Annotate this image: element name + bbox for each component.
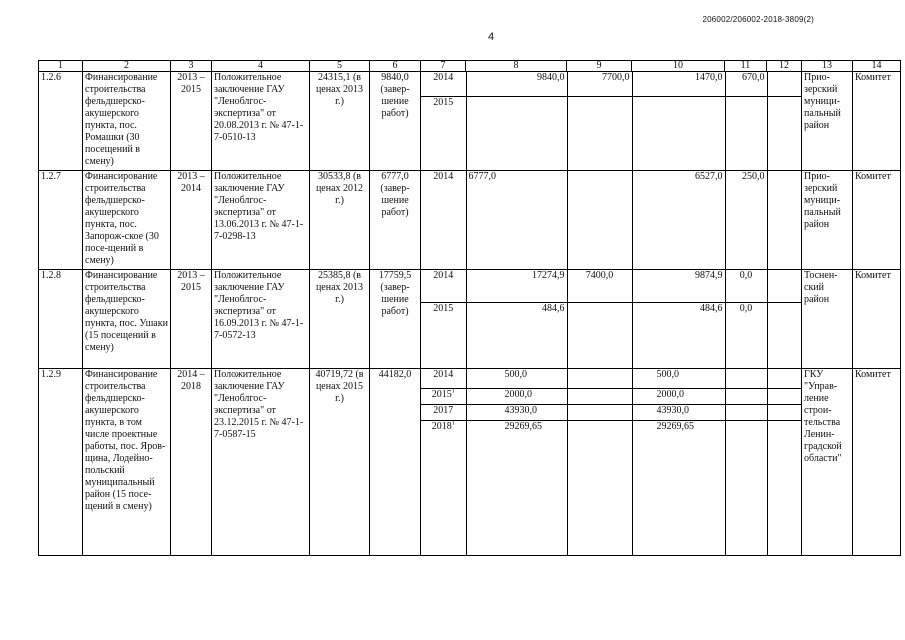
funding-other — [767, 369, 802, 388]
funding-total: 9840,0 — [466, 72, 567, 96]
column-number: 10 — [632, 61, 725, 72]
funding-other — [767, 171, 802, 269]
document-reference: 206002/206002-2018-3809(2) — [702, 15, 814, 24]
column-number: 14 — [853, 61, 901, 72]
funding-local: 250,0 — [725, 171, 767, 269]
funding-local: 0,0 — [725, 302, 767, 368]
column-number: 7 — [421, 61, 466, 72]
funding-regional: 9874,9 — [632, 270, 725, 302]
funding-other — [767, 404, 802, 420]
recipient: Прио-зерский муници-пальный район — [802, 171, 853, 270]
funding-regional: 484,6 — [632, 302, 725, 368]
funding-other — [767, 270, 802, 302]
funding-years — [421, 270, 802, 369]
estimated-cost: 24315,1 (в ценах 2013 г.) — [310, 72, 370, 171]
funding-other — [767, 420, 802, 555]
column-number: 5 — [310, 61, 370, 72]
expert-conclusion: Положительное заключение ГАУ "Леноблгос-экспертиза" от 23.12.2015 г. № 47-1-7-0587-15 — [212, 369, 310, 556]
footnote-mark: 1 — [451, 420, 455, 427]
funding-other — [767, 302, 802, 368]
funding-federal: 7400,0 — [567, 270, 632, 302]
funding-other — [767, 388, 802, 404]
expert-conclusion: Положительное заключение ГАУ "Леноблгос-экспертиза" от 16.09.2013 г. № 47-1-7-0572-13 — [212, 270, 310, 369]
customer: Комитет — [853, 270, 901, 369]
column-number: 13 — [802, 61, 853, 72]
funding-year: 2015 — [421, 96, 466, 170]
construction-period: 2013 – 2014 — [171, 171, 212, 270]
column-number: 3 — [171, 61, 212, 72]
program-table — [38, 60, 901, 556]
funding-year: 2014 — [421, 270, 466, 302]
funding-local — [725, 369, 767, 388]
funding-local — [725, 404, 767, 420]
funding-federal — [567, 171, 632, 269]
construction-period: 2014 – 2018 — [171, 369, 212, 556]
table-row-1-2-6 — [39, 72, 901, 171]
table-row-1-2-7 — [39, 171, 901, 270]
recipient: Прио-зерский муници-пальный район — [802, 72, 853, 171]
estimated-cost: 40719,72 (в ценах 2015 г.) — [310, 369, 370, 556]
remaining-cost: 9840,0 (завер-шение работ) — [370, 72, 421, 171]
page-number: 4 — [488, 31, 495, 43]
expert-conclusion: Положительное заключение ГАУ "Леноблгос-экспертиза" от 13.06.2013 г. № 47-1-7-0298-13 — [212, 171, 310, 270]
funding-local — [725, 420, 767, 555]
remaining-cost: 44182,0 — [370, 369, 421, 556]
column-number: 8 — [466, 61, 567, 72]
construction-period: 2013 – 2015 — [171, 72, 212, 171]
funding-year: 2015$^1$ — [421, 388, 466, 404]
object-name: Финансирование строительства фельдшерско-акушерского пункта, пос. Ромашки (30 посещений в смену) — [83, 72, 171, 171]
recipient: ГКУ "Управ-ление строи-тельства Ленин-градской области" — [802, 369, 853, 556]
object-name: Финансирование строительства фельдшерско-акушерского пункта, пос. Запорож-ское (30 посе-щений в смену) — [83, 171, 171, 270]
funding-year: 2015 — [421, 302, 466, 368]
customer: Комитет — [853, 369, 901, 556]
funding-years — [421, 171, 802, 270]
funding-total: 43930,0 — [466, 404, 567, 420]
funding-total: 29269,65 — [466, 420, 567, 555]
funding-years — [421, 369, 802, 556]
funding-federal: 7700,0 — [567, 72, 632, 96]
funding-years — [421, 72, 802, 171]
object-name: Финансирование строительства фельдшерско-акушерского пункта, в том числе проектные работы, пос. Яров-щина, Лодейно-польский муниципальный район (15 посе-щений в смену) — [83, 369, 171, 556]
funding-federal — [567, 404, 632, 420]
funding-other — [767, 72, 802, 96]
funding-total: 6777,0 — [466, 171, 567, 269]
funding-total: 17274,9 — [466, 270, 567, 302]
funding-regional: 500,0 — [632, 369, 725, 388]
row-number: 1.2.8 — [39, 270, 83, 369]
funding-local — [725, 388, 767, 404]
customer: Комитет — [853, 72, 901, 171]
column-numbers-row — [39, 61, 901, 72]
funding-federal — [567, 302, 632, 368]
table-row-1-2-9 — [39, 369, 901, 556]
column-number: 12 — [767, 61, 802, 72]
funding-total: 2000,0 — [466, 388, 567, 404]
row-number: 1.2.6 — [39, 72, 83, 171]
column-number: 11 — [725, 61, 767, 72]
column-number: 6 — [370, 61, 421, 72]
column-number: 9 — [567, 61, 632, 72]
funding-federal — [567, 420, 632, 555]
column-number: 2 — [83, 61, 171, 72]
object-name: Финансирование строительства фельдшерско-акушерского пункта, пос. Ушаки (15 посещений в смену) — [83, 270, 171, 369]
footnote-mark: 1 — [451, 388, 455, 395]
funding-regional: 43930,0 — [632, 404, 725, 420]
customer: Комитет — [853, 171, 901, 270]
recipient: Тоснен-ский район — [802, 270, 853, 369]
funding-year: 2017 — [421, 404, 466, 420]
funding-federal — [567, 388, 632, 404]
funding-year: 2014 — [421, 369, 466, 388]
funding-regional: 2000,0 — [632, 388, 725, 404]
construction-period: 2013 – 2015 — [171, 270, 212, 369]
table-row-1-2-8 — [39, 270, 901, 369]
funding-year: 2018$^1$ — [421, 420, 466, 555]
funding-year: 2014 — [421, 171, 466, 269]
column-number: 1 — [39, 61, 83, 72]
funding-regional: 29269,65 — [632, 420, 725, 555]
row-number: 1.2.7 — [39, 171, 83, 270]
estimated-cost: 25385,8 (в ценах 2013 г.) — [310, 270, 370, 369]
estimated-cost: 30533,8 (в ценах 2012 г.) — [310, 171, 370, 270]
funding-regional: 1470,0 — [632, 72, 725, 96]
remaining-cost: 17759,5 (завер-шение работ) — [370, 270, 421, 369]
funding-local: 670,0 — [725, 72, 767, 96]
remaining-cost: 6777,0 (завер-шение работ) — [370, 171, 421, 270]
funding-total: 484,6 — [466, 302, 567, 368]
funding-federal — [567, 369, 632, 388]
row-number: 1.2.9 — [39, 369, 83, 556]
column-number: 4 — [212, 61, 310, 72]
funding-regional: 6527,0 — [632, 171, 725, 269]
funding-total: 500,0 — [466, 369, 567, 388]
funding-local: 0,0 — [725, 270, 767, 302]
expert-conclusion: Положительное заключение ГАУ "Леноблгос-экспертиза" от 20.08.2013 г. № 47-1-7-0510-13 — [212, 72, 310, 171]
funding-year: 2014 — [421, 72, 466, 96]
